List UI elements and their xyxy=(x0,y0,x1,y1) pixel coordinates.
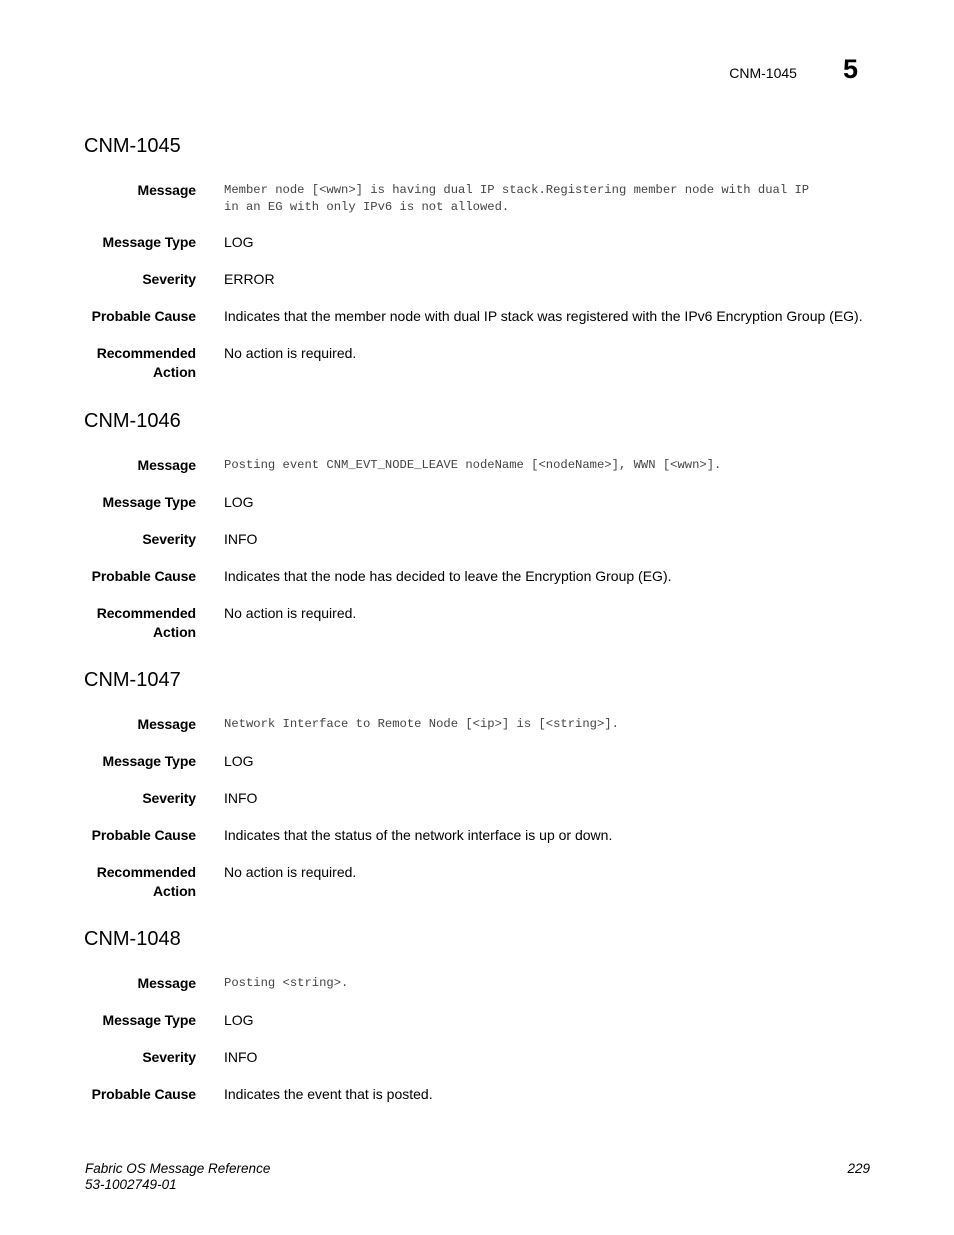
message-type-value: LOG xyxy=(224,494,254,510)
entry-title: CNM-1048 xyxy=(84,928,181,950)
severity-label: Severity xyxy=(142,790,196,806)
recommended-action-label xyxy=(0,344,196,382)
entry-fields xyxy=(0,715,954,901)
label-line: Recommended xyxy=(96,345,196,361)
severity-label: Severity xyxy=(142,531,196,547)
severity-label: Severity xyxy=(142,1049,196,1065)
probable-cause-label: Probable Cause xyxy=(91,568,196,584)
entry-title: CNM-1045 xyxy=(84,135,181,157)
page-number: 229 xyxy=(847,1161,870,1176)
message-line: in an EG with only IPv6 is not allowed. xyxy=(224,200,510,214)
message-line: Posting <string>. xyxy=(224,976,349,990)
message-line: Network Interface to Remote Node [<ip>] is [<string>]. xyxy=(224,717,619,731)
message-line: Posting event CNM_EVT_NODE_LEAVE nodeName [<nodeName>], WWN [<wwn>]. xyxy=(224,458,722,472)
message-type-value: LOG xyxy=(224,1012,254,1028)
chapter-number: 5 xyxy=(842,54,858,84)
probable-cause-value: Indicates that the node has decided to leave the Encryption Group (EG). xyxy=(224,568,672,584)
entry-fields xyxy=(0,181,954,382)
message-entry xyxy=(0,926,954,1104)
entry-fields xyxy=(0,974,954,1104)
severity-value: ERROR xyxy=(224,271,275,287)
message-entry xyxy=(0,667,954,901)
label-line: Action xyxy=(153,624,196,640)
severity-value: INFO xyxy=(224,531,258,547)
message-entry xyxy=(0,408,954,642)
recommended-action-value: No action is required. xyxy=(224,864,357,880)
recommended-action-value: No action is required. xyxy=(224,605,357,621)
message-text xyxy=(224,181,869,216)
probable-cause-value: Indicates that the member node with dual IP stack was registered with the IPv6 Encryption Group (EG). xyxy=(224,308,863,324)
probable-cause-row xyxy=(0,567,954,586)
message-label: Message xyxy=(137,182,196,198)
label-line: Action xyxy=(153,883,196,899)
message-label: Message xyxy=(137,716,196,732)
probable-cause-value: Indicates that the status of the network interface is up or down. xyxy=(224,827,613,843)
book-title: Fabric OS Message Reference xyxy=(85,1161,271,1176)
message-type-row xyxy=(0,1011,954,1030)
probable-cause-row xyxy=(0,307,954,326)
recommended-action-value: No action is required. xyxy=(224,345,357,361)
probable-cause-row xyxy=(0,1085,954,1104)
entry-title: CNM-1046 xyxy=(84,410,181,432)
recommended-action-row xyxy=(0,604,954,642)
recommended-action-row xyxy=(0,863,954,901)
entry-title: CNM-1047 xyxy=(84,669,181,691)
severity-row xyxy=(0,789,954,808)
page-footer xyxy=(85,1161,870,1193)
message-text xyxy=(224,715,869,733)
severity-row xyxy=(0,270,954,289)
message-type-value: LOG xyxy=(224,753,254,769)
message-entry xyxy=(0,133,954,382)
probable-cause-row xyxy=(0,826,954,845)
severity-label: Severity xyxy=(142,271,196,287)
message-line: Member node [<wwn>] is having dual IP stack.Registering member node with dual IP xyxy=(224,183,810,197)
message-type-row xyxy=(0,233,954,252)
probable-cause-label: Probable Cause xyxy=(91,308,196,324)
message-type-label: Message Type xyxy=(102,1012,196,1028)
probable-cause-label: Probable Cause xyxy=(91,1086,196,1102)
message-type-label: Message Type xyxy=(102,494,196,510)
message-row xyxy=(0,974,954,993)
severity-row xyxy=(0,1048,954,1067)
probable-cause-value: Indicates the event that is posted. xyxy=(224,1086,433,1102)
message-label: Message xyxy=(137,457,196,473)
message-type-label: Message Type xyxy=(102,234,196,250)
recommended-action-row xyxy=(0,344,954,382)
label-line: Action xyxy=(153,364,196,380)
label-line: Recommended xyxy=(96,864,196,880)
recommended-action-label xyxy=(0,604,196,642)
running-head xyxy=(729,56,858,83)
message-type-row xyxy=(0,752,954,771)
page-content xyxy=(0,133,954,1104)
message-type-label: Message Type xyxy=(102,753,196,769)
probable-cause-label: Probable Cause xyxy=(91,827,196,843)
severity-row xyxy=(0,530,954,549)
severity-value: INFO xyxy=(224,790,258,806)
severity-value: INFO xyxy=(224,1049,258,1065)
recommended-action-label xyxy=(0,863,196,901)
label-line: Recommended xyxy=(96,605,196,621)
doc-number: 53-1002749-01 xyxy=(85,1177,177,1192)
running-title: CNM-1045 xyxy=(729,65,797,81)
message-row xyxy=(0,456,954,475)
message-type-value: LOG xyxy=(224,234,254,250)
message-text xyxy=(224,456,869,474)
entry-fields xyxy=(0,456,954,642)
message-type-row xyxy=(0,493,954,512)
message-row xyxy=(0,715,954,734)
message-text xyxy=(224,974,869,992)
message-label: Message xyxy=(137,975,196,991)
message-row xyxy=(0,181,954,216)
